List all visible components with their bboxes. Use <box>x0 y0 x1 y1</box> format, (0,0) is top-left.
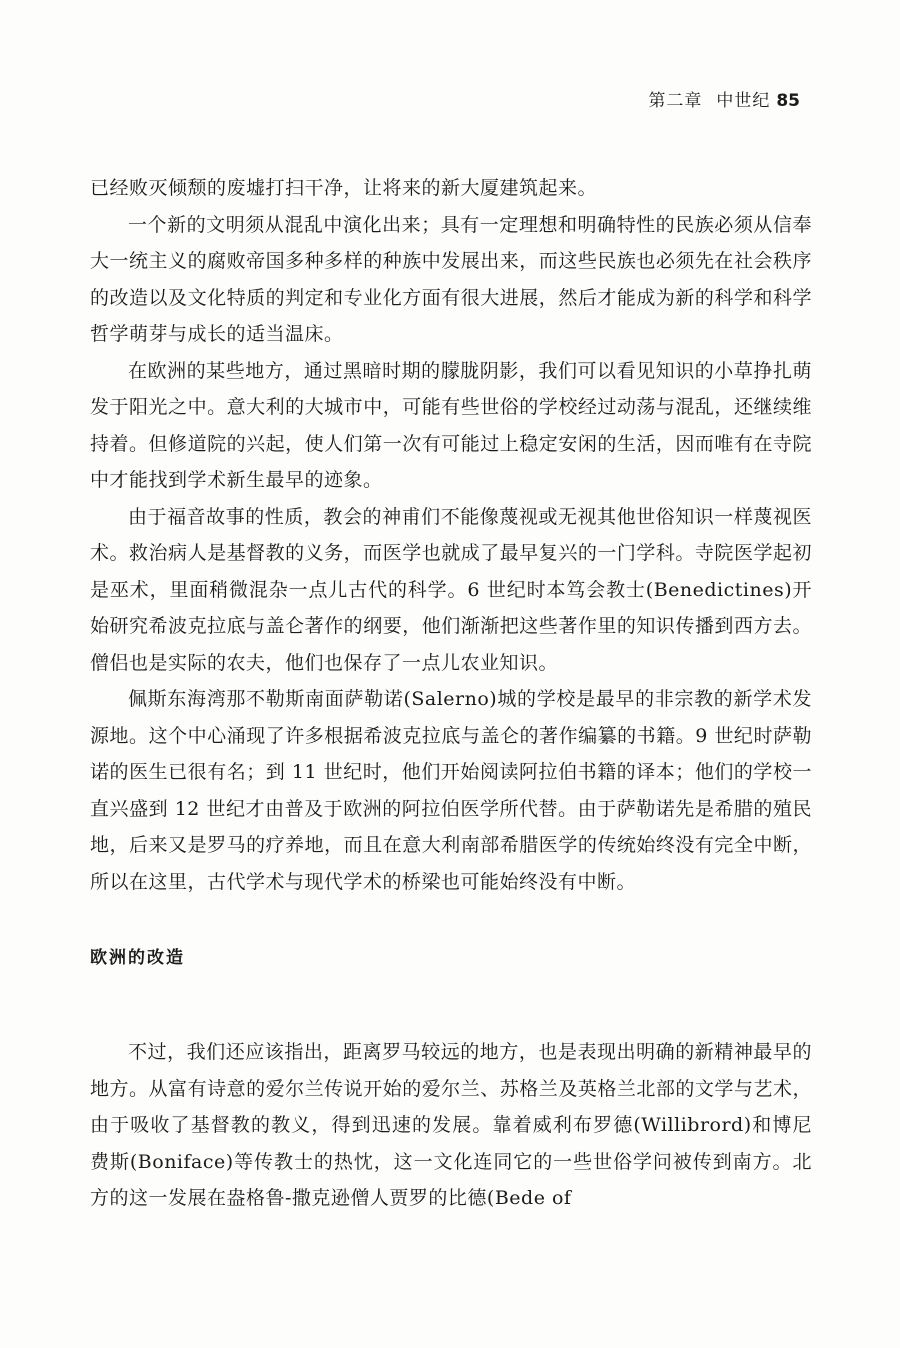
section-heading: 欧洲的改造 <box>90 948 185 968</box>
page-number: 85 <box>776 91 800 111</box>
body-text <box>90 170 812 1217</box>
running-head <box>648 86 800 111</box>
chapter-label: 第二章 <box>648 91 703 111</box>
paragraph: 佩斯东海湾那不勒斯南面萨勒诺(Salerno)城的学校是最早的非宗教的新学术发源地。这个中心涌现了许多根据希波克拉底与盖仑的著作编纂的书籍。9 世纪时萨勒诺的医生已很有名；到 11 世纪时，他们开始阅读阿拉伯书籍的译本；他们的学校一直兴盛到 12 世纪才由普及于欧洲的阿拉伯医学所代替。由于萨勒诺先是希腊的殖民地，后来又是罗马的疗养地，而且在意大利南部希腊医学的传统始终没有完全中断，所以在这里，古代学术与现代学术的桥梁也可能始终没有中断。 <box>90 688 812 893</box>
paragraph-continued: 已经败灭倾颓的废墟打扫干净，让将来的新大厦建筑起来。 <box>90 177 598 199</box>
paragraph: 在欧洲的某些地方，通过黑暗时期的朦胧阴影，我们可以看见知识的小草挣扎萌发于阳光之中。意大利的大城市中，可能有些世俗的学校经过动荡与混乱，还继续维持着。但修道院的兴起，使人们第一次有可能过上稳定安闲的生活，因而唯有在寺院中才能找到学术新生最早的迹象。 <box>90 359 812 491</box>
paragraph: 不过，我们还应该指出，距离罗马较远的地方，也是表现出明确的新精神最早的地方。从富有诗意的爱尔兰传说开始的爱尔兰、苏格兰及英格兰北部的文学与艺术，由于吸收了基督教的教义，得到迅速的发展。靠着威利布罗德(Willibrord)和博尼费斯(Boniface)等传教士的热忱，这一文化连同它的一些世俗学问被传到南方。北方的这一发展在盎格鲁-撒克逊僧人贾罗的比德(Bede of <box>90 1041 812 1209</box>
paragraph: 一个新的文明须从混乱中演化出来；具有一定理想和明确特性的民族必须从信奉大一统主义的腐败帝国多种多样的种族中发展出来，而这些民族也必须先在社会秩序的改造以及文化特质的判定和专业化方面有很大进展，然后才能成为新的科学和科学哲学萌芽与成长的适当温床。 <box>90 213 812 345</box>
section-label: 中世纪 <box>716 91 771 111</box>
paragraph: 由于福音故事的性质，教会的神甫们不能像蔑视或无视其他世俗知识一样蔑视医术。救治病人是基督教的义务，而医学也就成了最早复兴的一门学科。寺院医学起初是巫术，里面稍微混杂一点儿古代的科学。6 世纪时本笃会教士(Benedictines)开始研究希波克拉底与盖仑著作的纲要，他们渐渐把这些著作里的知识传播到西方去。僧侣也是实际的农夫，他们也保存了一点儿农业知识。 <box>90 505 812 674</box>
